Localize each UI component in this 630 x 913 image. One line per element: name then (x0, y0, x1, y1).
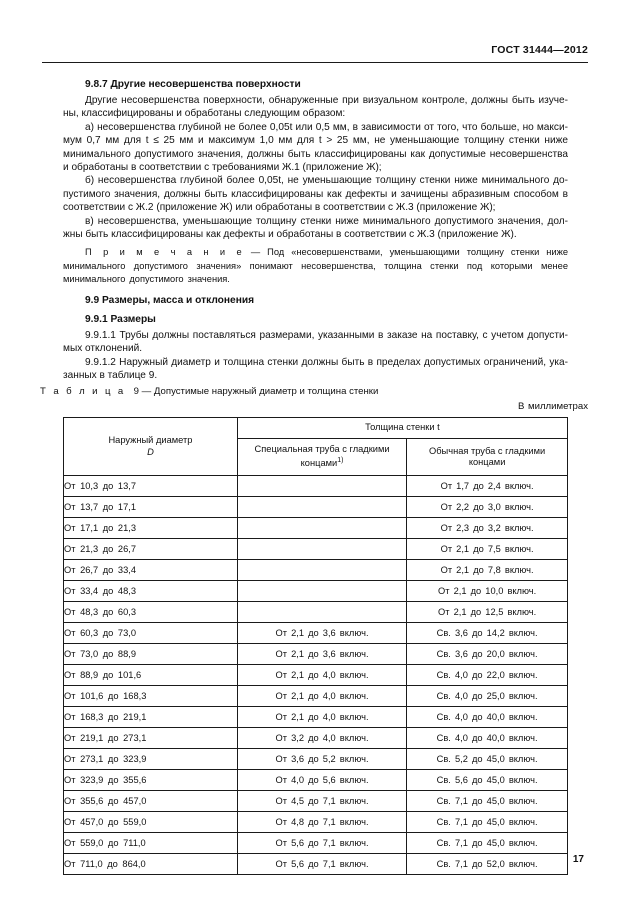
cell-ordinary-pipe-thickness: Св. 3,6 до 20,0 включ. (407, 644, 568, 665)
cell-ordinary-pipe-thickness: От 2,3 до 3,2 включ. (407, 518, 568, 539)
table-row (64, 602, 568, 623)
cell-ordinary-pipe-thickness: От 2,2 до 3,0 включ. (407, 497, 568, 518)
cell-ordinary-pipe-thickness: Св. 7,1 до 52,0 включ. (407, 854, 568, 875)
cell-ordinary-pipe-thickness: От 2,1 до 12,5 включ. (407, 602, 568, 623)
cell-outer-diameter: От 273,1 до 323,9 (64, 749, 238, 770)
th-outer-diameter (64, 418, 238, 476)
cell-outer-diameter: От 21,3 до 26,7 (64, 539, 238, 560)
list-item-b: б) несовершенства глубиной более 0,05t, не уменьшающие толщину стенки ниже минимального допустимого значения, должны быть классифицированы как дефекты и зачищены абразивным способом в соответствии с Ж.2 (приложение Ж) или обработаны в соответствии с Ж.3 (приложение Ж); (63, 175, 568, 214)
cell-outer-diameter: От 88,9 до 101,6 (64, 665, 238, 686)
cell-special-pipe-thickness (237, 602, 406, 623)
th-special-pipe (237, 439, 406, 476)
heading-9-9: 9.9 Размеры, масса и отклонения (85, 295, 255, 307)
cell-special-pipe-thickness (237, 581, 406, 602)
table-9-wrapper (63, 417, 568, 875)
table-row (64, 833, 568, 854)
cell-ordinary-pipe-thickness: Св. 4,0 до 40,0 включ. (407, 707, 568, 728)
table-row (64, 518, 568, 539)
table-head (64, 418, 568, 476)
cell-outer-diameter: От 17,1 до 21,3 (64, 518, 238, 539)
cell-outer-diameter: От 13,7 до 17,1 (64, 497, 238, 518)
th-special-pipe-footnote-marker: 1) (337, 457, 344, 465)
standard-designation: ГОСТ 31444—2012 (491, 44, 588, 56)
cell-outer-diameter: От 60,3 до 73,0 (64, 623, 238, 644)
document-body (63, 78, 568, 383)
table-row (64, 539, 568, 560)
th-special-pipe-line1: Специальная труба с гладкими (254, 443, 390, 454)
cell-ordinary-pipe-thickness: От 2,1 до 7,5 включ. (407, 539, 568, 560)
cell-special-pipe-thickness (237, 539, 406, 560)
table-row (64, 770, 568, 791)
cell-special-pipe-thickness: От 2,1 до 3,6 включ. (237, 623, 406, 644)
table-row (64, 707, 568, 728)
th-outer-diameter-label: Наружный диаметр (108, 435, 193, 445)
table-row (64, 476, 568, 497)
page-number: 17 (572, 854, 584, 865)
cell-special-pipe-thickness: От 3,2 до 4,0 включ. (237, 728, 406, 749)
cell-special-pipe-thickness: От 4,8 до 7,1 включ. (237, 812, 406, 833)
note-block (63, 246, 568, 286)
cell-special-pipe-thickness: От 5,6 до 7,1 включ. (237, 833, 406, 854)
th-special-pipe-line2: концами (300, 458, 338, 469)
cell-outer-diameter: От 26,7 до 33,4 (64, 560, 238, 581)
th-ordinary-pipe (407, 439, 568, 476)
heading-9-8-7: 9.8.7 Другие несовершенства поверхности (85, 79, 301, 90)
cell-ordinary-pipe-thickness: Св. 4,0 до 40,0 включ. (407, 728, 568, 749)
table-caption (40, 386, 378, 397)
table-row (64, 665, 568, 686)
cell-special-pipe-thickness: От 4,5 до 7,1 включ. (237, 791, 406, 812)
paragraph-9-9-1-1: 9.9.1.1 Трубы должны поставляться размерами, указанными в заказе на поставку, с учетом допустимых отклонений. (63, 330, 568, 355)
cell-special-pipe-thickness (237, 497, 406, 518)
list-item-v: в) несовершенства, уменьшающие толщину стенки ниже минимального допустимого значения, должны быть классифицированы как дефекты и обработаны в соответствии с Ж.3 (приложение Ж). (63, 215, 568, 241)
cell-special-pipe-thickness (237, 476, 406, 497)
th-outer-diameter-symbol: D (147, 446, 154, 457)
table-row (64, 791, 568, 812)
cell-special-pipe-thickness: От 5,6 до 7,1 включ. (237, 854, 406, 875)
cell-special-pipe-thickness: От 2,1 до 4,0 включ. (237, 665, 406, 686)
table-row (64, 686, 568, 707)
cell-outer-diameter: От 219,1 до 273,1 (64, 728, 238, 749)
table-caption-word: Т а б л и ц а (40, 386, 126, 397)
cell-outer-diameter: От 323,9 до 355,6 (64, 770, 238, 791)
cell-ordinary-pipe-thickness: Св. 4,0 до 22,0 включ. (407, 665, 568, 686)
cell-ordinary-pipe-thickness: Св. 7,1 до 45,0 включ. (407, 812, 568, 833)
cell-outer-diameter: От 48,3 до 60,3 (64, 602, 238, 623)
cell-outer-diameter: От 101,6 до 168,3 (64, 686, 238, 707)
table-row (64, 497, 568, 518)
cell-outer-diameter: От 457,0 до 559,0 (64, 812, 238, 833)
table-units-note: В миллиметрах (517, 401, 588, 412)
cell-special-pipe-thickness: От 2,1 до 4,0 включ. (237, 686, 406, 707)
note-label: П р и м е ч а н и е (85, 247, 244, 258)
table-row (64, 728, 568, 749)
table-9 (63, 417, 568, 875)
cell-special-pipe-thickness: От 2,1 до 4,0 включ. (237, 707, 406, 728)
header-divider-rule (42, 62, 588, 63)
cell-special-pipe-thickness (237, 560, 406, 581)
table-row (64, 623, 568, 644)
table-row (64, 581, 568, 602)
cell-ordinary-pipe-thickness: От 2,1 до 10,0 включ. (407, 581, 568, 602)
cell-ordinary-pipe-thickness: Св. 4,0 до 25,0 включ. (407, 686, 568, 707)
table-row (64, 812, 568, 833)
note-text: — Под «несовершенствами, уменьшающими толщину стенки ниже минимального допустимого значения» понимают несовершенства, толщина стенки под которыми менее минимального допустимого значения. (63, 247, 568, 284)
cell-outer-diameter: От 73,0 до 88,9 (64, 644, 238, 665)
cell-special-pipe-thickness: От 2,1 до 3,6 включ. (237, 644, 406, 665)
cell-outer-diameter: От 355,6 до 457,0 (64, 791, 238, 812)
table-row (64, 749, 568, 770)
table-row (64, 644, 568, 665)
table-row (64, 854, 568, 875)
cell-ordinary-pipe-thickness: От 1,7 до 2,4 включ. (407, 476, 568, 497)
table-body (64, 476, 568, 875)
cell-ordinary-pipe-thickness: От 2,1 до 7,8 включ. (407, 560, 568, 581)
th-wall-thickness-label: Толщина стенки t (365, 422, 440, 433)
cell-ordinary-pipe-thickness: Св. 7,1 до 45,0 включ. (407, 791, 568, 812)
table-head-row-group (64, 418, 568, 439)
cell-special-pipe-thickness (237, 518, 406, 539)
paragraph-9-9-1-2: 9.9.1.2 Наружный диаметр и толщина стенки должны быть в пределах допустимых ограничений, указанных в таблице 9. (63, 356, 568, 382)
heading-9-9-1: 9.9.1 Размеры (85, 314, 156, 326)
cell-outer-diameter: От 10,3 до 13,7 (64, 476, 238, 497)
table-caption-text: 9 — Допустимые наружный диаметр и толщина стенки (133, 386, 379, 397)
cell-outer-diameter: От 711,0 до 864,0 (64, 854, 238, 875)
cell-outer-diameter: От 168,3 до 219,1 (64, 707, 238, 728)
cell-ordinary-pipe-thickness: Св. 5,6 до 45,0 включ. (407, 770, 568, 791)
cell-ordinary-pipe-thickness: Св. 7,1 до 45,0 включ. (407, 833, 568, 854)
table-row (64, 560, 568, 581)
th-ordinary-pipe-line2: концами (468, 457, 506, 467)
cell-special-pipe-thickness: От 4,0 до 5,6 включ. (237, 770, 406, 791)
list-item-a: а) несовершенства глубиной не более 0,05t или 0,5 мм, в зависимости от того, что больше, но максимум 0,7 мм для t ≤ 25 мм и максимум 1,0 мм для t > 25 мм, не уменьшающие толщину стенки ниже минимального допустимого значения, должны быть классифицированы как допустимые несовершенства и обработаны в соответствии с требованиями Ж.1 (приложение Ж); (63, 121, 568, 174)
spacer (63, 286, 568, 294)
cell-ordinary-pipe-thickness: Св. 5,2 до 45,0 включ. (407, 749, 568, 770)
cell-outer-diameter: От 33,4 до 48,3 (64, 581, 238, 602)
paragraph-9-8-7-intro: Другие несовершенства поверхности, обнаруженные при визуальном контроле, должны быть изучены, классифицированы и обработаны следующим образом: (63, 95, 568, 120)
cell-special-pipe-thickness: От 3,6 до 5,2 включ. (237, 749, 406, 770)
cell-outer-diameter: От 559,0 до 711,0 (64, 833, 238, 854)
cell-ordinary-pipe-thickness: Св. 3,6 до 14,2 включ. (407, 623, 568, 644)
th-ordinary-pipe-line1: Обычная труба с гладкими (428, 445, 546, 456)
th-wall-thickness-group (237, 418, 567, 439)
